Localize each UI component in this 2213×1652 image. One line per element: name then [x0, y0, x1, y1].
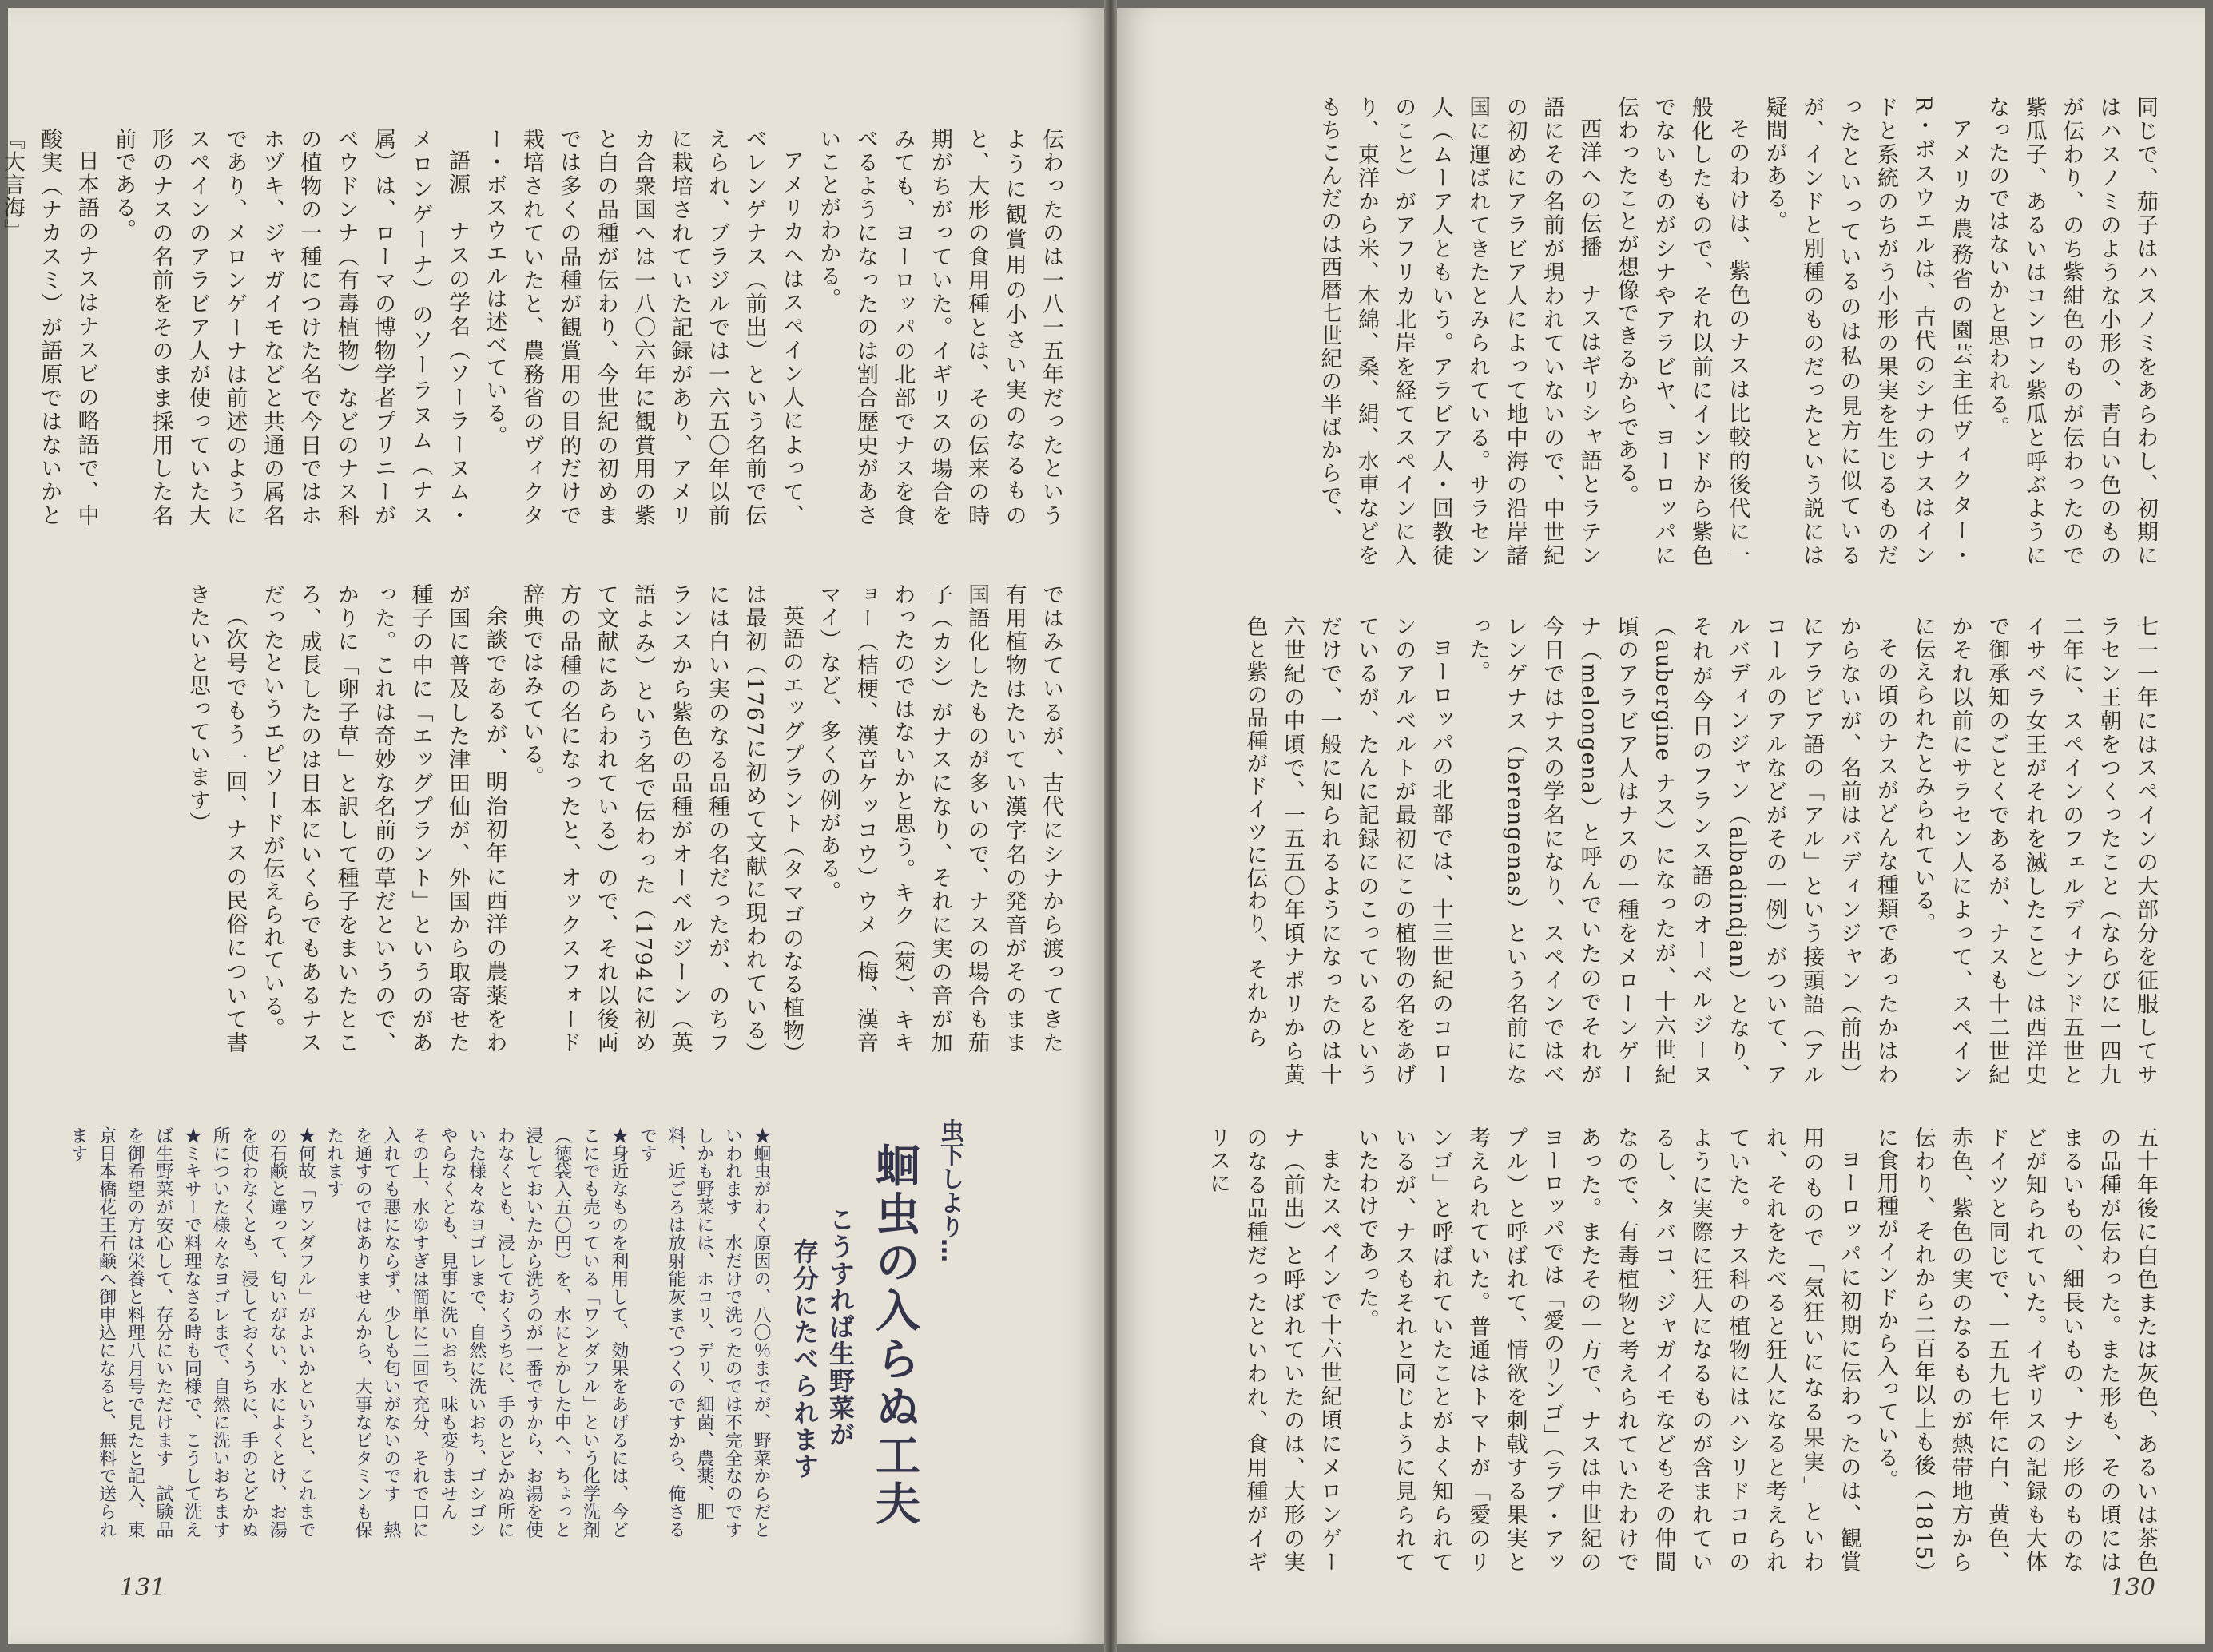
paragraph: （次号でもう一回、ナスの民俗について書きたいと思っています）	[185, 583, 248, 1054]
paragraph: その頃のナスがどんな種類であったかはわからないが、名前はバディンジャン（前出）にアラビア語の「アル」という接頭語（アルコールのアルなどがその一例）がついて、アルバディンジャン（albadindjan）となり、それが今日のフランス語のオーベルジーヌ（aubergine ナス）になったが、十六世紀頃のアラビア人はナスの一種をメローンゲーナ（melongena）と呼んでいたのでそれが今日ではナスの学名になり、スペインではベレンゲナス（berengenas）という名前になった。	[1465, 615, 1898, 1086]
paragraph: 英語のエッグプラント（タマゴのなる植物）は最初（1767に初めて文献に現われている）には白い実のなる品種の名だったが、のちフランスから紫色の品種がオーベルジーン（英語よみ）という名で伝わった（1794に初めて文献にあらわれている）ので、それ以後両方の品種の名になったと、オックスフォード辞典ではみている。	[518, 583, 804, 1054]
paragraph: そのわけは、紫色のナスは比較的後代に一般化したもので、それ以前にインドから紫色でないものがシナやアラビヤ、ヨーロッパに伝わったことが想像できるからである。	[1613, 96, 1750, 567]
box-subtitle-2: 存分にたべられます	[789, 1238, 820, 1480]
right-page	[1117, 8, 2205, 1644]
gutter	[1104, 0, 1117, 1652]
box-kicker: 虫下しより…	[936, 1118, 963, 1262]
box-paragraph: ★何故「ワンダフル」がよいかというと、これまでの石鹸と違って、匂いがない、水によくとけ、お湯を使わなくとも、浸しておくうちに、手のとどかぬ所についた様々なヨゴレまで、自然に洗いおちます	[210, 1126, 316, 1539]
right-top-text	[1213, 96, 2163, 567]
left-top-text	[0, 128, 1069, 527]
paragraph: ヨーロッパに初期に伝わったのは、観賞用のもので「気狂いになる果実」といわれ、それをたべると狂人になると考えられていた。ナス科の植物にはハシリドコロのように実際に狂人になるものが含まれているし、タバコ、ジャガイモなどもその仲間なので、有毒植物と考えられていたわけであった。またその一方で、ナスは中世紀のヨーロッパでは「愛のリンゴ」（ラブ・アップル）と呼ばれて、情欲を刺戟する果実と考えられていた。普通はトマトが「愛のリンゴ」と呼ばれていたことがよく知られているが、ナスもそれと同じように見られていたわけであった。	[1353, 1126, 1861, 1574]
paragraph: 語源 ナスの学名（ソーラーヌム・メロンゲーナ）のソーラヌム（ナス属）は、ローマの博物学者プリニーがベウドンナ（有毒植物）などのナス科の植物の一種につけた名で今日ではホホヅキ、ジャガイモなどと共通の属名であり、メロンゲーナは前述のようにスペインのアラビア人が使っていた大形のナスの名前をそのまま採用した名前である。	[111, 128, 470, 527]
page-number: 131	[120, 1574, 166, 1602]
paragraph: ではみているが、古代にシナから渡ってきた有用植物はたいてい漢字名の発音がそのまま国語化したものが多いので、ナスの場合も茄子（カシ）がナスになり、それに実の音が加わったのではないかと思う。キク（菊）、キキョー（桔梗、漢音ケッコウ）ウメ（梅、漢音マイ）など、多くの例がある。	[816, 583, 1063, 1054]
box-paragraph: ★ミキサーで料理なさる時も同様で、こうして洗えば生野菜が安心して、存分にいただけます 試験品を御希望の方は栄養と料理八月号で見たと記入、東京日本橋花王石鹸へ御申込になると、無料で送られます	[68, 1126, 202, 1539]
paragraph: 五十年後に白色または灰色、あるいは茶色の品種が伝わった。また形も、その頃にはまるいもの、細長いもの、ナシ形のものなどが知られていた。イギリスの記録も大体ドイツと同じで、一五九七年に白、黄色、赤色、紫色の実のなるものが熱帯地方から伝わり、それから二百年以上も後（1815）に食用種がインドから入っている。	[1873, 1126, 2158, 1574]
paragraph: またスペインで十六世紀頃にメロンゲーナ（前出）と呼ばれていたのは、大形の実のなる品種だったといわれ、食用種がイギリスに	[1206, 1126, 1342, 1574]
paragraph: 七一一年にはスペインの大部分を征服してサラセン王朝をつくったこと（ならびに一四九二年に、スペインのフェルディナンド五世とイサベラ女王がそれを滅したこと）は西洋史で御承知のごとくであるが、ナスも十二世紀かそれ以前にサラセン人によって、スペインに伝えられたとみられている。	[1910, 615, 2158, 1086]
box-title: 蛔虫の入らぬ工夫	[868, 1142, 921, 1529]
paragraph: 日本語のナスはナスビの略語で、中酸実（ナカスミ）が語原ではないかと『大言海』	[0, 128, 99, 527]
paragraph: 余談であるが、明治初年に西洋の農薬をわが国に普及した津田仙が、外国から取寄せた種子の中に「エッグプラント」というのがあった。これは奇妙な名前の草だというので、かりに「卵子草」と訳して種子をまいたところ、成長したのは日本にいくらでもあるナスだったというエピソードが伝えられている。	[259, 583, 507, 1054]
paragraph: ヨーロッパの北部では、十三世紀のコローンのアルベルトが最初にこの植物の名をあげているが、たんに記録にのこっているというだけで、一般に知られるようになったのは十六世紀の中頃で、一五五〇年頃ナポリから黄色と紫の品種がドイツに伝わり、それから	[1242, 615, 1453, 1086]
page-number: 130	[2109, 1574, 2155, 1602]
paragraph: 同じで、茄子はハスノミをあらわし、初期にはハスノミのような小形の、青白い色のものが伝わり、のち紫紺色のものが伝わったので紫瓜子、あるいはコンロン紫瓜と呼ぶようになったのではないかと思われる。	[1985, 96, 2158, 567]
right-mid-text	[1213, 615, 2163, 1086]
box-paragraph: ★蛔虫がわく原因の、八〇％までが、野菜からだといわれます 水だけで洗ったのでは不完全なのです しかも野菜には、ホコリ、デリ、細菌、農薬、肥料、近ごろは放射能灰までつくのですから、俺さるです	[637, 1126, 771, 1557]
paragraph: 伝わったのは一八一五年だったというように観賞用の小さい実のなるものと、大形の食用種とは、その伝来の時期がちがっていた。イギリスの場合をみても、ヨーロッパの北部でナスを食べるようになったのは割合歴史があさいことがわかる。	[816, 128, 1063, 527]
box-subtitle-1: こうすれば生野菜が	[825, 1206, 856, 1448]
paragraph: 西洋への伝播 ナスはギリシャ語とラテン語にその名前が現われていないので、中世紀の初めにアラビア人によって地中海の沿岸諸国に運ばれてきたとみられている。サラセン人（ムーア人ともいう。アラビア人・回教徒のこと）がアフリカ北岸を経てスペインに入り、東洋から米、木綿、桑、絹、水車などをもちこんだのは西暦七世紀の半ばからで、	[1317, 96, 1602, 567]
left-page	[0, 8, 1104, 1644]
right-bottom-text	[1206, 1126, 2163, 1574]
box-body	[68, 1126, 775, 1557]
sidebar-box	[68, 1094, 1015, 1557]
paragraph: アメリカ農務省の園芸主任ヴィクター・R・ボスウエルは、古代のシナのナスはインドと系統のちがう小形の果実を生じるものだったといっているのは私の見方に似ているが、インドと別種のものだったという説には疑問がある。	[1762, 96, 1973, 567]
box-paragraph: ★身近なものを利用して、効果をあげるには、今どこにでも売っている「ワンダフル」という化学洗剤（徳袋入五〇円）を、水にとかした中へ、ちょっと浸しておいたから洗うのが一番ですから、お湯を使わなくとも、浸しておくうちに、手のとどかぬ所にいた様々なヨゴレまで、自然に洗いおち、ゴシゴシやらなくとも、見事に洗いおち、味も変りません その上、水ゆすぎは簡単に二回で充分、それで口に入れても悪にならず、少しも匂いがないのです 熱を通すのではありませんから、大事なビタミンも保たれます	[324, 1126, 629, 1539]
paragraph: アメリカへはスペイン人によって、ベレンゲナス（前出）という名前で伝えられ、ブラジルでは一六五〇年以前に栽培されていた記録があり、アメリカ合衆国へは一八〇六年に観賞用の紫と白の品種が伝わり、今世紀の初めまでは多くの品種が観賞用の目的だけで栽培されていたと、農務省のヴィクター・ボスウエルは述べている。	[482, 128, 804, 527]
left-mid-text	[102, 583, 1069, 1054]
